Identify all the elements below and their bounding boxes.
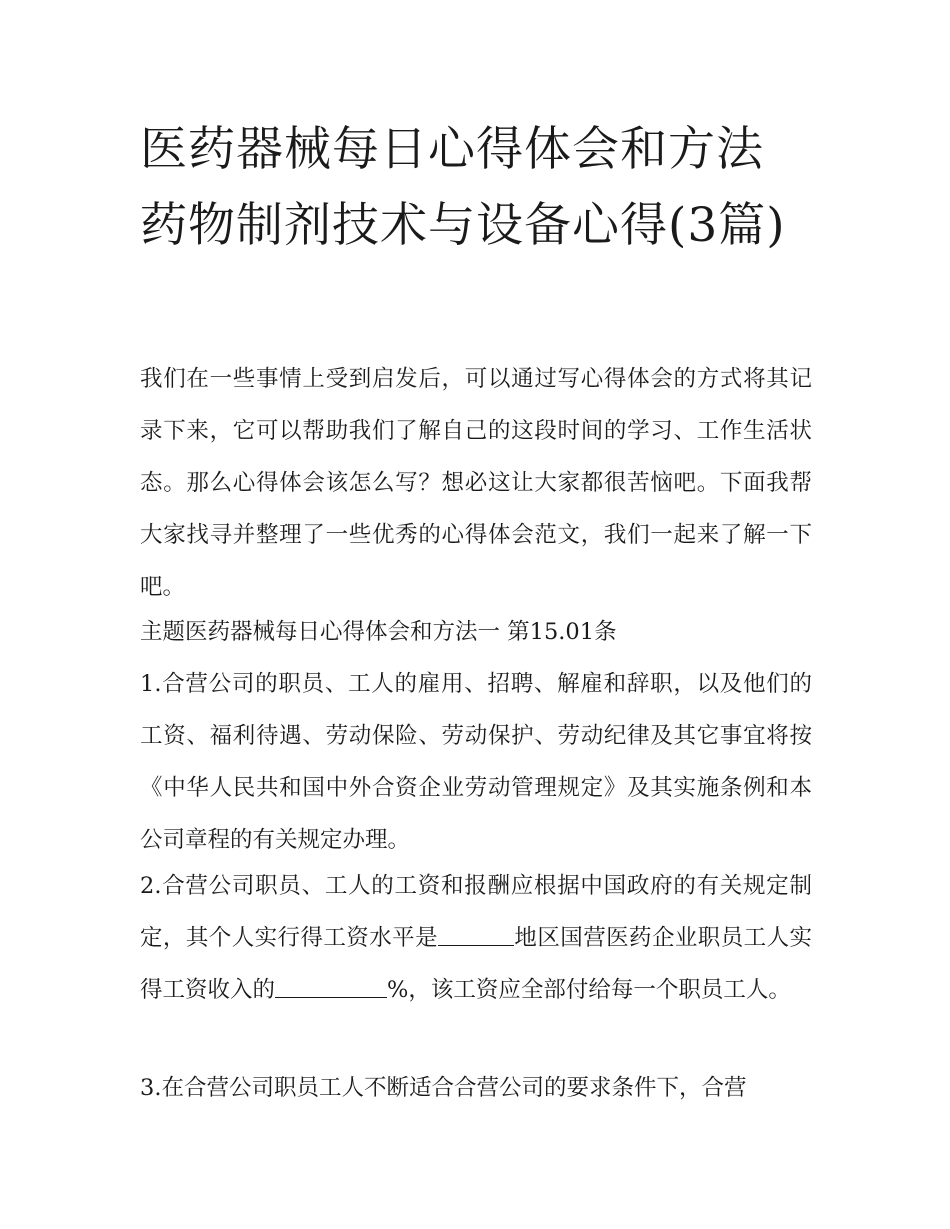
clause-item-2-part2: 地区国营医药企业职员工人实得工资收入的 [140, 925, 812, 1003]
clause-item-3: 3.在合营公司职员工人不断适合合营公司的要求条件下，合营 [140, 1075, 747, 1101]
intro-paragraph: 我们在一些事情上受到启发后，可以通过写心得体会的方式将其记录下来，它可以帮助我们了解自己的这段时间的学习、工作生活状态。那么心得体会该怎么写？想必这让大家都很苦恼吧。下面我帮大家找寻并整理了一些优秀的心得体会范文，我们一起来了解一下吧。 [140, 366, 812, 600]
topic-line: 主题医药器械每日心得体会和方法一 第15.01条 [140, 619, 617, 645]
clause-item-2 [140, 860, 812, 1016]
document-title: 医药器械每日心得体会和方法 药物制剂技术与设备心得(3篇) [140, 122, 786, 253]
clause-item-1: 1.合营公司的职员、工人的雇用、招聘、解雇和辞职，以及他们的工资、福利待遇、劳动保险、劳动保护、劳动纪律及其它事宜将按《中华人民共和国中外合资企业劳动管理规定》及其实施条例和本公司章程的有关规定办理。 [140, 671, 812, 853]
clause-item-2-part3: %，该工资应全部付给每一个职员工人。 [387, 977, 791, 1003]
fill-in-blank [438, 922, 514, 947]
fill-in-blank [275, 974, 387, 999]
clause-item-2-part1: 2.合营公司职员、工人的工资和报酬应根据中国政府的有关规定制定，其个人实行得工资水平是 [140, 873, 812, 951]
